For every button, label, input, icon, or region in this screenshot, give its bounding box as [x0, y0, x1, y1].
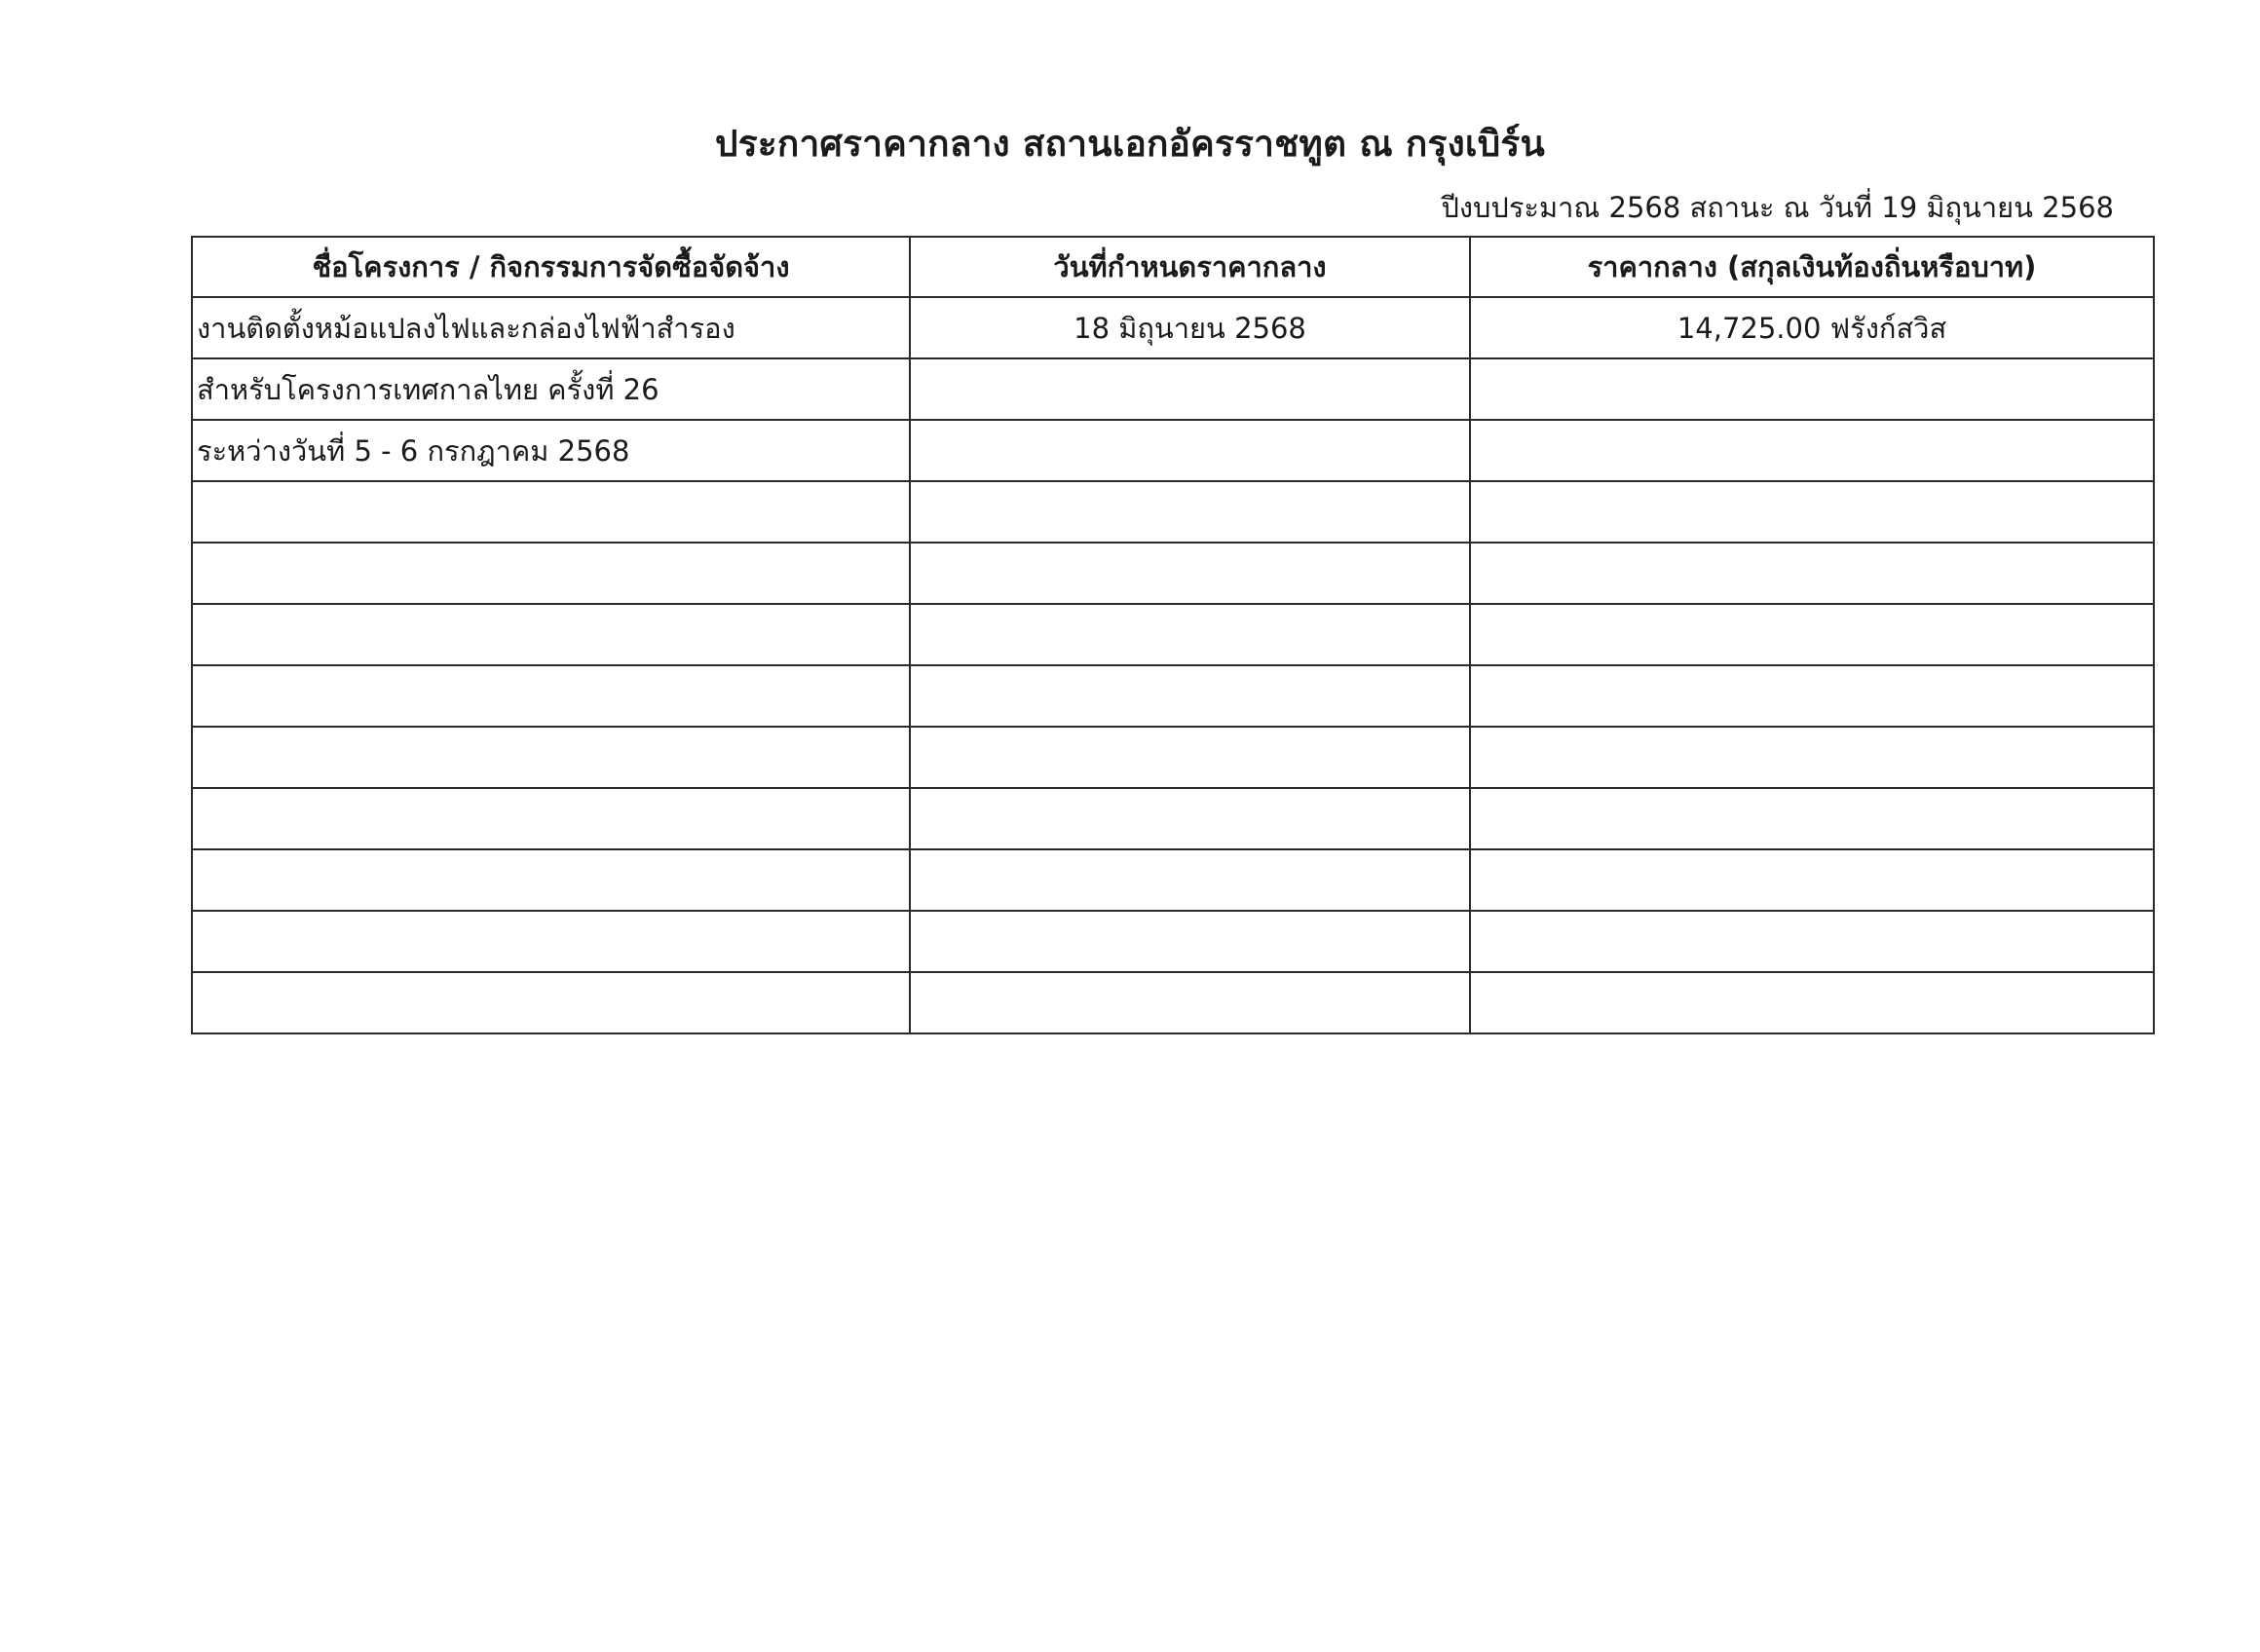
table-header-row: [192, 237, 2154, 297]
table-row: [192, 972, 2154, 1033]
cell-project-name: [192, 604, 910, 665]
cell-reference-price: [1470, 665, 2154, 727]
cell-project-name: [192, 727, 910, 788]
cell-reference-price: [1470, 788, 2154, 849]
cell-price-date: [910, 849, 1470, 911]
cell-project-name: [192, 911, 910, 972]
cell-price-date: [910, 665, 1470, 727]
cell-reference-price: 14,725.00 ฟรังก์สวิส: [1470, 297, 2154, 358]
cell-reference-price: [1470, 972, 2154, 1033]
cell-price-date: [910, 481, 1470, 543]
cell-reference-price: [1470, 604, 2154, 665]
table-row: [192, 665, 2154, 727]
cell-reference-price: [1470, 849, 2154, 911]
reference-price-table: [191, 236, 2155, 1034]
cell-reference-price: [1470, 727, 2154, 788]
cell-reference-price: [1470, 543, 2154, 604]
cell-price-date: [910, 727, 1470, 788]
cell-project-name: [192, 481, 910, 543]
cell-price-date: 18 มิถุนายน 2568: [910, 297, 1470, 358]
cell-price-date: [910, 543, 1470, 604]
cell-project-name: [192, 849, 910, 911]
cell-price-date: [910, 604, 1470, 665]
reference-price-table-container: [191, 236, 2153, 1058]
table-row: [192, 604, 2154, 665]
cell-reference-price: [1470, 911, 2154, 972]
cell-project-name: [192, 665, 910, 727]
document-title: ประกาศราคากลาง สถานเอกอัครราชทูต ณ กรุงเบิร์น: [715, 123, 1545, 165]
table-body: [192, 297, 2154, 1033]
cell-project-name: [192, 972, 910, 1033]
fiscal-year-status: ปีงบประมาณ 2568 สถานะ ณ วันที่ 19 มิถุนายน 2568: [1441, 191, 2114, 224]
cell-project-name: [192, 788, 910, 849]
cell-project-name: [192, 543, 910, 604]
cell-price-date: [910, 788, 1470, 849]
cell-reference-price: [1470, 420, 2154, 481]
cell-price-date: [910, 420, 1470, 481]
header-reference-price: ราคากลาง (สกุลเงินท้องถิ่นหรือบาท): [1470, 237, 2154, 297]
cell-project-name: งานติดตั้งหม้อแปลงไฟและกล่องไฟฟ้าสำรอง: [192, 297, 910, 358]
cell-project-name: สำหรับโครงการเทศกาลไทย ครั้งที่ 26: [192, 358, 910, 420]
cell-price-date: [910, 358, 1470, 420]
cell-price-date: [910, 911, 1470, 972]
table-row: [192, 358, 2154, 420]
cell-price-date: [910, 972, 1470, 1033]
header-price-date: วันที่กำหนดราคากลาง: [910, 237, 1470, 297]
header-project-name: ชื่อโครงการ / กิจกรรมการจัดซื้อจัดจ้าง: [192, 237, 910, 297]
table-row: [192, 297, 2154, 358]
table-row: [192, 911, 2154, 972]
cell-project-name: ระหว่างวันที่ 5 - 6 กรกฎาคม 2568: [192, 420, 910, 481]
cell-reference-price: [1470, 358, 2154, 420]
table-row: [192, 727, 2154, 788]
table-row: [192, 543, 2154, 604]
table-row: [192, 420, 2154, 481]
cell-reference-price: [1470, 481, 2154, 543]
table-row: [192, 788, 2154, 849]
table-row: [192, 849, 2154, 911]
table-row: [192, 481, 2154, 543]
